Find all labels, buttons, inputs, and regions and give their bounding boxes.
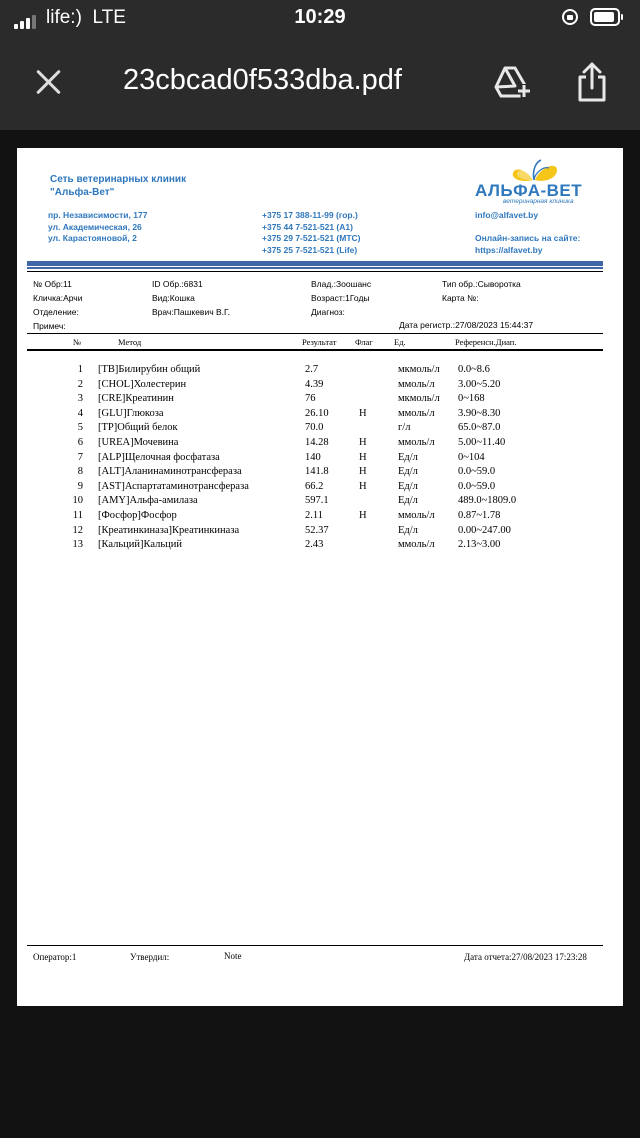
order-id: ID Обр.:6831 [152, 279, 203, 289]
cell-no: 8 [77, 466, 83, 478]
cell-method: [UREA]Мочевина [98, 436, 179, 448]
cell-unit: мкмоль/л [398, 393, 440, 405]
phone-line: +375 29 7-521-521 (МТС) [262, 233, 361, 243]
table-row [17, 364, 623, 379]
table-row [17, 393, 623, 408]
registration-date: Дата регистр.:27/08/2023 15:44:37 [399, 320, 534, 330]
col-header-unit: Ед. [394, 337, 406, 347]
phone-line: +375 17 388-11-99 (гор.) [262, 210, 358, 220]
cell-result: 4.39 [305, 378, 324, 390]
cell-no: 10 [72, 495, 83, 507]
cell-ref: 0~168 [458, 393, 485, 405]
cell-flag: H [359, 451, 367, 463]
phone-line: +375 44 7-521-521 (A1) [262, 221, 353, 232]
cell-no: 1 [77, 364, 83, 375]
logo-wordmark: АЛЬФА-ВЕТ [475, 181, 583, 200]
battery-icon [590, 8, 620, 26]
cell-result: 52.37 [305, 524, 329, 536]
cell-ref: 65.0~87.0 [458, 422, 501, 434]
cell-no: 12 [72, 524, 83, 536]
col-header-no: № [73, 337, 82, 347]
cell-unit: Ед/л [398, 480, 418, 492]
cell-method: [Креатинкиназа]Креатинкиназа [98, 524, 240, 536]
table-row [17, 495, 623, 510]
clinic-network-title [50, 173, 186, 199]
cell-result: 2.43 [305, 539, 324, 551]
cell-result: 141.8 [305, 466, 329, 478]
owner: Влад.:Зоошанс [311, 279, 372, 289]
cell-unit: г/л [398, 422, 411, 434]
cell-no: 11 [72, 509, 83, 521]
table-row [17, 422, 623, 437]
cell-result: 26.10 [305, 407, 329, 419]
table-row [17, 408, 623, 423]
cell-ref: 5.00~11.40 [458, 436, 506, 448]
cell-result: 140 [305, 451, 321, 463]
col-header-flag: Флаг [355, 337, 373, 347]
phone-line: +375 25 7-521-521 (Life) [262, 244, 358, 255]
table-row [17, 466, 623, 481]
cell-no: 2 [77, 378, 83, 390]
doctor: Врач:Пашкевич В.Г. [152, 307, 230, 317]
cell-result: 597.1 [305, 495, 329, 507]
cell-ref: 0.0~59.0 [458, 480, 496, 492]
footer-report-date: Дата отчета:27/08/2023 17:23:28 [464, 952, 587, 962]
cell-result: 76 [305, 393, 316, 405]
cell-method: [Кальций]Кальций [98, 539, 182, 551]
cell-result: 2.7 [305, 364, 319, 375]
viewer-toolbar [0, 36, 640, 130]
cell-method: [AST]Аспартатаминотрансфераза [98, 480, 249, 492]
footer-rule [27, 945, 603, 946]
booking-label: Онлайн-запись на сайте: [475, 233, 581, 243]
table-header-rule [27, 349, 603, 351]
footer-operator: Оператор:1 [33, 952, 77, 962]
cell-no: 6 [77, 436, 83, 448]
table-top-rule [27, 333, 603, 334]
cell-method: [AMY]Альфа-амилаза [98, 495, 198, 507]
share-button[interactable] [572, 60, 612, 106]
table-row [17, 437, 623, 452]
pdf-page [17, 148, 623, 1006]
cell-method: [TB]Билирубин общий [98, 364, 201, 375]
header-band-thin [27, 267, 603, 269]
department: Отделение: [33, 307, 79, 317]
status-bar [0, 0, 640, 36]
cell-method: [ALP]Щелочная фосфатаза [98, 451, 220, 463]
cell-flag: H [359, 509, 367, 521]
footer-approved: Утвердил: [130, 952, 170, 962]
cell-unit: ммоль/л [398, 539, 435, 551]
cell-result: 2.11 [305, 509, 323, 521]
cell-method: [GLU]Глюкоза [98, 407, 164, 419]
drive-add-icon [488, 60, 534, 106]
results-table-body [17, 364, 623, 554]
cell-flag: H [359, 436, 367, 448]
cell-no: 9 [77, 480, 83, 492]
cell-method: [TP]Общий белок [98, 422, 178, 434]
col-header-ref: Референсн.Диап. [455, 337, 517, 347]
network-type: LTE [92, 7, 126, 28]
clinic-booking [475, 233, 580, 256]
address-line: ул. Карастояновой, 2 [48, 233, 137, 243]
diagnosis: Диагноз: [311, 307, 345, 317]
cell-result: 66.2 [305, 480, 324, 492]
cell-no: 4 [77, 407, 83, 419]
cell-method: [ALT]Аланинаминотрансфераза [98, 466, 242, 478]
carrier-name: life:) [46, 7, 82, 28]
clinic-network-name: "Альфа-Вет" [50, 187, 115, 198]
file-title: 23cbcad0f533dba.pdf [123, 64, 402, 96]
cell-no: 3 [77, 393, 83, 405]
col-header-method: Метод [118, 337, 142, 347]
cell-unit: ммоль/л [398, 509, 435, 521]
card-no: Карта №: [442, 293, 479, 303]
address-line: ул. Академическая, 26 [48, 221, 142, 232]
cell-unit: ммоль/л [398, 436, 435, 448]
booking-site: https://alfavet.by [475, 244, 543, 255]
status-time: 10:29 [294, 6, 346, 28]
order-no: № Обр:11 [33, 279, 72, 289]
cell-result: 70.0 [305, 422, 324, 434]
cell-result: 14.28 [305, 436, 329, 448]
cell-ref: 0.0~8.6 [458, 364, 490, 375]
table-row [17, 510, 623, 525]
cell-unit: Ед/л [398, 466, 418, 478]
cell-ref: 2.13~3.00 [458, 539, 501, 551]
clinic-phones [262, 210, 361, 256]
table-row [17, 525, 623, 540]
col-header-result: Результат [302, 337, 337, 347]
cell-ref: 489.0~1809.0 [458, 495, 517, 507]
cell-ref: 0.87~1.78 [458, 509, 501, 521]
close-button[interactable] [28, 62, 68, 102]
share-icon [572, 60, 612, 106]
cell-method: [Фосфор]Фосфор [98, 509, 177, 521]
cell-flag: H [359, 407, 367, 419]
cell-no: 5 [77, 422, 83, 434]
cell-ref: 3.00~5.20 [458, 378, 501, 390]
cell-ref: 0~104 [458, 451, 485, 463]
table-row [17, 452, 623, 467]
cell-method: [CRE]Креатинин [98, 393, 174, 405]
cell-no: 7 [77, 451, 83, 463]
header-band [27, 261, 603, 266]
cell-method: [CHOL]Холестерин [98, 378, 187, 390]
cell-ref: 3.90~8.30 [458, 407, 501, 419]
cell-unit: Ед/л [398, 524, 418, 536]
species: Вид:Кошка [152, 293, 195, 303]
cell-ref: 0.0~59.0 [458, 466, 496, 478]
cell-unit: Ед/л [398, 495, 418, 507]
sample-type: Тип обр.:Сыворотка [442, 279, 521, 289]
address-line: пр. Независимости, 177 [48, 210, 148, 220]
cell-unit: ммоль/л [398, 378, 435, 390]
clinic-network-line: Сеть ветеринарных клиник [50, 174, 187, 185]
cell-flag: H [359, 466, 367, 478]
pet-age: Возраст:1Годы [311, 293, 370, 303]
table-row [17, 481, 623, 496]
add-to-drive-button[interactable] [488, 60, 534, 106]
pet-name: Кличка:Арчи [33, 293, 83, 303]
cell-ref: 0.00~247.00 [458, 524, 511, 536]
cell-no: 13 [72, 539, 83, 551]
note-label: Примеч: [33, 321, 66, 331]
cell-unit: мкмоль/л [398, 364, 440, 375]
clinic-email: info@alfavet.by [475, 210, 539, 220]
cell-flag: H [359, 480, 367, 492]
cell-unit: Ед/л [398, 451, 418, 463]
clinic-addresses [48, 210, 147, 245]
cell-unit: ммоль/л [398, 407, 435, 419]
footer-note: Note [224, 951, 242, 961]
header-divider [27, 271, 603, 272]
table-row [17, 379, 623, 394]
logo-tagline: ветеринарная клиника [503, 198, 574, 205]
table-row [17, 539, 623, 554]
rotation-lock-icon [562, 9, 578, 25]
